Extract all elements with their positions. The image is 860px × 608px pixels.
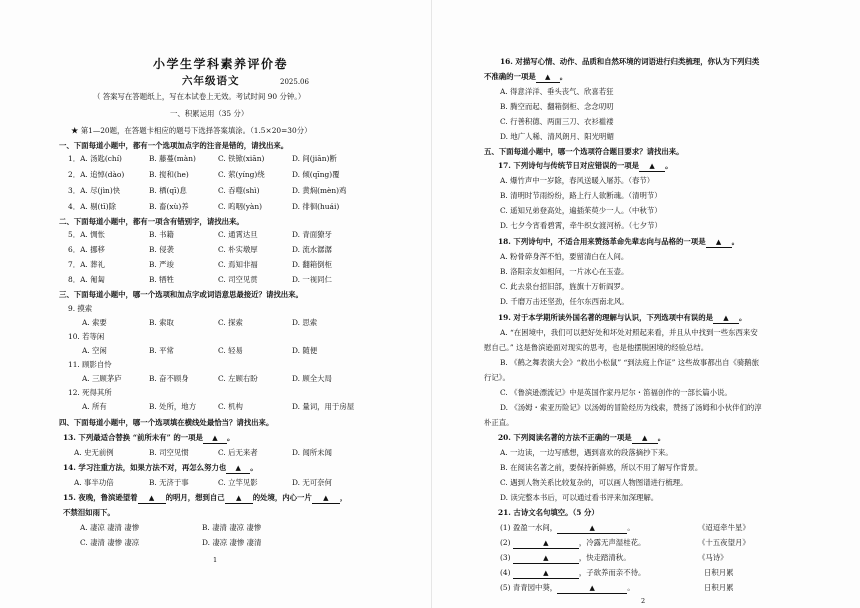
section-instruction: ★ 第1—20题，在答题卡相应的题号下选择答案填涂。（1.5×20=30分） bbox=[71, 126, 312, 135]
section-heading: 一、积累运用（35 分） bbox=[170, 109, 249, 118]
option: B. 严竣 bbox=[149, 260, 174, 269]
option: D. 顾全大局 bbox=[292, 374, 332, 383]
exam-note: （ 答案写在答题纸上，写在本试卷上无效。考试时间 90 分钟。） bbox=[93, 92, 306, 101]
poem-source: 日积月累 bbox=[704, 568, 734, 577]
option: 2．A. 追悼(dào) bbox=[68, 170, 125, 179]
option: B. 搅和(he) bbox=[149, 170, 189, 179]
answer-blank[interactable]: ▲ bbox=[203, 434, 227, 444]
poem-line: (2) ▲ ，冷露无声湿桂花。 bbox=[500, 538, 646, 547]
option: 8．A. 匍匐 bbox=[68, 275, 105, 284]
option: A. 粉骨碎身浑不怕，要留清白在人间。 bbox=[500, 252, 629, 261]
option: C. 轻易 bbox=[218, 346, 243, 355]
option: D. 一视同仁 bbox=[292, 275, 332, 284]
poem-line: (1) 盈盈一水间， ▲ 。 bbox=[500, 523, 635, 532]
option: C. 萦(yíng)绕 bbox=[218, 170, 265, 179]
poem-line: (4) ▲ ，子欲养而亲不待。 bbox=[500, 568, 646, 577]
option: B. 藤蔓(màn) bbox=[149, 154, 196, 163]
exam-subtitle: 六年级语文 bbox=[182, 75, 240, 87]
option: B. 凄清 凄凉 凄惨 bbox=[202, 523, 262, 532]
poem-line: (3) ▲ ，快走踏清秋。 bbox=[500, 553, 631, 562]
option: A. 爆竹声中一岁除，春风送暖入屠苏。（春节） bbox=[500, 176, 655, 185]
option: D. 地广人稀、清风朗月、阳光明媚 bbox=[500, 132, 614, 141]
answer-blank[interactable]: ▲ bbox=[226, 464, 250, 474]
option: B. 清明时节雨纷纷，路上行人欲断魂。（清明节） bbox=[500, 191, 662, 200]
option: C. 通霄达旦 bbox=[218, 230, 258, 239]
option: A. 史无前例 bbox=[74, 448, 114, 457]
question-20: 20. 下列阅读名著的方法不正确的一项是 ▲ 。 bbox=[498, 433, 666, 442]
question-21: 21. 古诗文名句填空。（5 分） bbox=[498, 508, 599, 517]
question-label: 9. 摸索 bbox=[68, 304, 93, 313]
option: C. 后无来者 bbox=[218, 448, 258, 457]
option: D. 间(jiān)断 bbox=[292, 154, 337, 163]
question-15-continued: 不禁泪如雨下。 bbox=[63, 508, 115, 517]
option: D. 七夕今宵看碧霄，牵牛织女渡河桥。（七夕节） bbox=[500, 221, 662, 230]
option: A. 索要 bbox=[82, 318, 107, 327]
option: D. 凄凉 凄惨 凄清 bbox=[202, 538, 262, 547]
answer-blank[interactable]: ▲ bbox=[706, 238, 732, 248]
option: D. 读完整本书后，可以通过看书评来加深理解。 bbox=[500, 493, 659, 502]
option: A. 事半功倍 bbox=[74, 478, 114, 487]
answer-blank[interactable]: ▲ bbox=[312, 494, 340, 504]
option: C. 铁锨(xiān) bbox=[218, 154, 265, 163]
option: C. 焉知非福 bbox=[218, 260, 258, 269]
answer-blank[interactable]: ▲ bbox=[639, 162, 665, 172]
option: C. 吞噬(shì) bbox=[218, 186, 260, 195]
answer-blank[interactable]: ▲ bbox=[536, 73, 560, 83]
question-label: 10. 若等闲 bbox=[68, 332, 105, 341]
option: 3．A. 尽(jìn)快 bbox=[68, 186, 121, 195]
option: B. 司空见惯 bbox=[149, 448, 189, 457]
page-divider bbox=[431, 0, 432, 608]
option: A. 三顾茅庐 bbox=[82, 374, 122, 383]
option: B. 《鹤之舞表演大会》“救出小松鼠” “到法庭上作证” 这些故事都出自《骑鹅旅 bbox=[500, 358, 760, 367]
option: D. 青面獠牙 bbox=[292, 230, 332, 239]
option: C. 左顾右盼 bbox=[218, 374, 258, 383]
option: B. 牺牲 bbox=[149, 275, 174, 284]
answer-blank[interactable]: ▲ bbox=[513, 554, 579, 564]
poem-source: 《马诗》 bbox=[698, 553, 728, 562]
part-heading: 三、下面每道小题中，哪一个选项和加点字或词语意思最接近？请找出来。 bbox=[59, 290, 303, 299]
question-15: 15. 夜晚，鲁滨逊望着 ▲ 的明月，想到自己 ▲ 的处境，内心一片 ▲ ， bbox=[63, 493, 348, 502]
option: B. 索取 bbox=[149, 318, 174, 327]
answer-blank[interactable]: ▲ bbox=[632, 434, 658, 444]
poem-source: 日积月累 bbox=[704, 583, 734, 592]
option: 6．A. 挪移 bbox=[68, 245, 105, 254]
option-continued: 朴正直。 bbox=[484, 418, 514, 427]
option: 5．A. 惆怅 bbox=[68, 230, 105, 239]
page-number: 2 bbox=[641, 597, 646, 605]
option: 1．A. 汤匙(chí) bbox=[68, 154, 122, 163]
option: C. 行善积德、两面三刀、衣衫褴褛 bbox=[500, 117, 614, 126]
answer-blank[interactable]: ▲ bbox=[713, 314, 739, 324]
option: C. 探索 bbox=[218, 318, 243, 327]
question-18: 18. 下列诗句中，不适合用来赞扬革命先辈志向与品格的一项是 ▲ 。 bbox=[498, 237, 739, 246]
option: D. 《汤姆・索亚历险记》以汤姆的冒险经历为线索，赞扬了汤姆和小伙伴们的淳 bbox=[500, 403, 762, 412]
option: D. 思索 bbox=[292, 318, 318, 327]
option: D. 翻箱倒柜 bbox=[292, 260, 332, 269]
option: D. 无可奈何 bbox=[292, 478, 332, 487]
option: C. 《鲁滨逊漂流记》中是英国作家丹尼尔・笛福创作的一部长篇小说。 bbox=[500, 388, 732, 397]
answer-blank[interactable]: ▲ bbox=[225, 494, 253, 504]
option: D. 黄焖(mèn)鸡 bbox=[292, 186, 347, 195]
option: A. 所有 bbox=[82, 402, 107, 411]
option: D. 流水潺潺 bbox=[292, 245, 332, 254]
option: B. 栖(qī)息 bbox=[149, 186, 187, 195]
option: C. 凄清 凄惨 凄凉 bbox=[80, 538, 140, 547]
option: A. 空闲 bbox=[82, 346, 107, 355]
option: B. 书籍 bbox=[149, 230, 174, 239]
option: D. 千磨万击还坚劲，任尔东西南北风。 bbox=[500, 297, 629, 306]
option: A. 凄凉 凄清 凄惨 bbox=[80, 523, 140, 532]
question-16-continued: 不准确的一项是 ▲ 。 bbox=[484, 72, 568, 81]
option: B. 畜(xù)养 bbox=[149, 202, 189, 211]
poem-line: (5) 青青园中葵， ▲ 。 bbox=[500, 583, 635, 592]
option: B. 腾空而起、翻箱倒柜、念念叨叨 bbox=[500, 102, 614, 111]
part-heading: 二、下面每道小题中，都有一项含有错别字，请找出来。 bbox=[59, 217, 244, 226]
option: D. 徘徊(huái) bbox=[292, 202, 340, 211]
option: C. 司空见贯 bbox=[218, 275, 258, 284]
option: 4．A. 剔(tī)除 bbox=[68, 202, 117, 211]
option: C. 呜咽(yàn) bbox=[218, 202, 262, 211]
answer-blank[interactable]: ▲ bbox=[138, 494, 166, 504]
option: B. 侵袭 bbox=[149, 245, 174, 254]
option: C. 机构 bbox=[218, 402, 243, 411]
poem-source: 《迢迢牵牛星》 bbox=[698, 523, 750, 532]
answer-blank[interactable]: ▲ bbox=[557, 524, 627, 534]
question-13: 13. 下列最适合替换 “前所未有” 的一项是 ▲ 。 bbox=[63, 433, 235, 442]
option: B. 平常 bbox=[149, 346, 174, 355]
option: B. 洛阳亲友如相问，一片冰心在玉壶。 bbox=[500, 267, 629, 276]
option: D. 量词，用于房屋 bbox=[292, 402, 355, 411]
option: A. 一边读，一边写感想，遇到喜欢的段落摘抄下来。 bbox=[500, 448, 673, 457]
answer-blank[interactable]: ▲ bbox=[557, 584, 627, 594]
option: B. 无济于事 bbox=[149, 478, 189, 487]
exam-date: 2025.06 bbox=[280, 78, 309, 86]
option: 7．A. 葬礼 bbox=[68, 260, 105, 269]
option: D. 闻所未闻 bbox=[292, 448, 332, 457]
answer-blank[interactable]: ▲ bbox=[513, 539, 579, 549]
poem-source: 《十五夜望月》 bbox=[698, 538, 750, 547]
option: C. 立竿见影 bbox=[218, 478, 258, 487]
page-number: 1 bbox=[213, 556, 218, 564]
question-16: 16. 对描写心情、动作、品质和自然环境的词语进行归类梳理，你认为下列归类 bbox=[500, 57, 760, 66]
exam-title: 小学生学科素养评价卷 bbox=[153, 57, 289, 71]
part-heading: 四、下面每道小题中，哪一个选项填在横线处最恰当？请找出来。 bbox=[59, 418, 274, 427]
question-label: 12. 死得其所 bbox=[68, 388, 112, 397]
option: D. 倾(qīng)覆 bbox=[292, 170, 340, 179]
question-17: 17. 下列诗句与传统节日对应错误的一项是 ▲ 。 bbox=[498, 161, 673, 170]
option: B. 处所，地方 bbox=[149, 402, 197, 411]
option: C. 此去泉台招旧部，旌旗十万斩阎罗。 bbox=[500, 282, 629, 291]
option-continued: 行记》。 bbox=[484, 373, 510, 382]
option: A. “在困境中，我们可以把好处和坏处对照起来看，并且从中找到一些东西来安 bbox=[500, 328, 758, 337]
option: C. 遥知兄弟登高处，遍插茱萸少一人。（中秋节） bbox=[500, 206, 662, 215]
question-19: 19. 对于本学期所读外国名著的理解与认识，下列选项中有误的是 ▲ 。 bbox=[498, 313, 747, 322]
question-label: 11. 顾影自怜 bbox=[68, 360, 112, 369]
part-heading: 一、下面每道小题中，都有一个选项加点字的注音是错的，请找出来。 bbox=[59, 141, 289, 150]
option-continued: 慰自己。” 这是鲁滨逊面对现实的思考，也是他摆脱困境的经验总结。 bbox=[484, 343, 709, 352]
option: C. 遇到人物关系比较复杂的，可以画人物图谱进行梳理。 bbox=[500, 478, 688, 487]
option: C. 朴实墩厚 bbox=[218, 245, 258, 254]
question-14: 14. 学习注重方法，如果方法不对，再怎么努力也 ▲ 。 bbox=[63, 463, 258, 472]
option: B. 奋不顾身 bbox=[149, 374, 189, 383]
option: A. 得意洋洋、垂头丧气、欣喜若狂 bbox=[500, 87, 614, 96]
option: D. 随便 bbox=[292, 346, 318, 355]
option: B. 在阅读名著之前，要保持新鲜感，所以不用了解写作背景。 bbox=[500, 463, 703, 472]
answer-blank[interactable]: ▲ bbox=[513, 569, 579, 579]
part-heading: 五、下面每道小题中，哪一个选项符合题目要求？请找出来。 bbox=[484, 147, 684, 156]
